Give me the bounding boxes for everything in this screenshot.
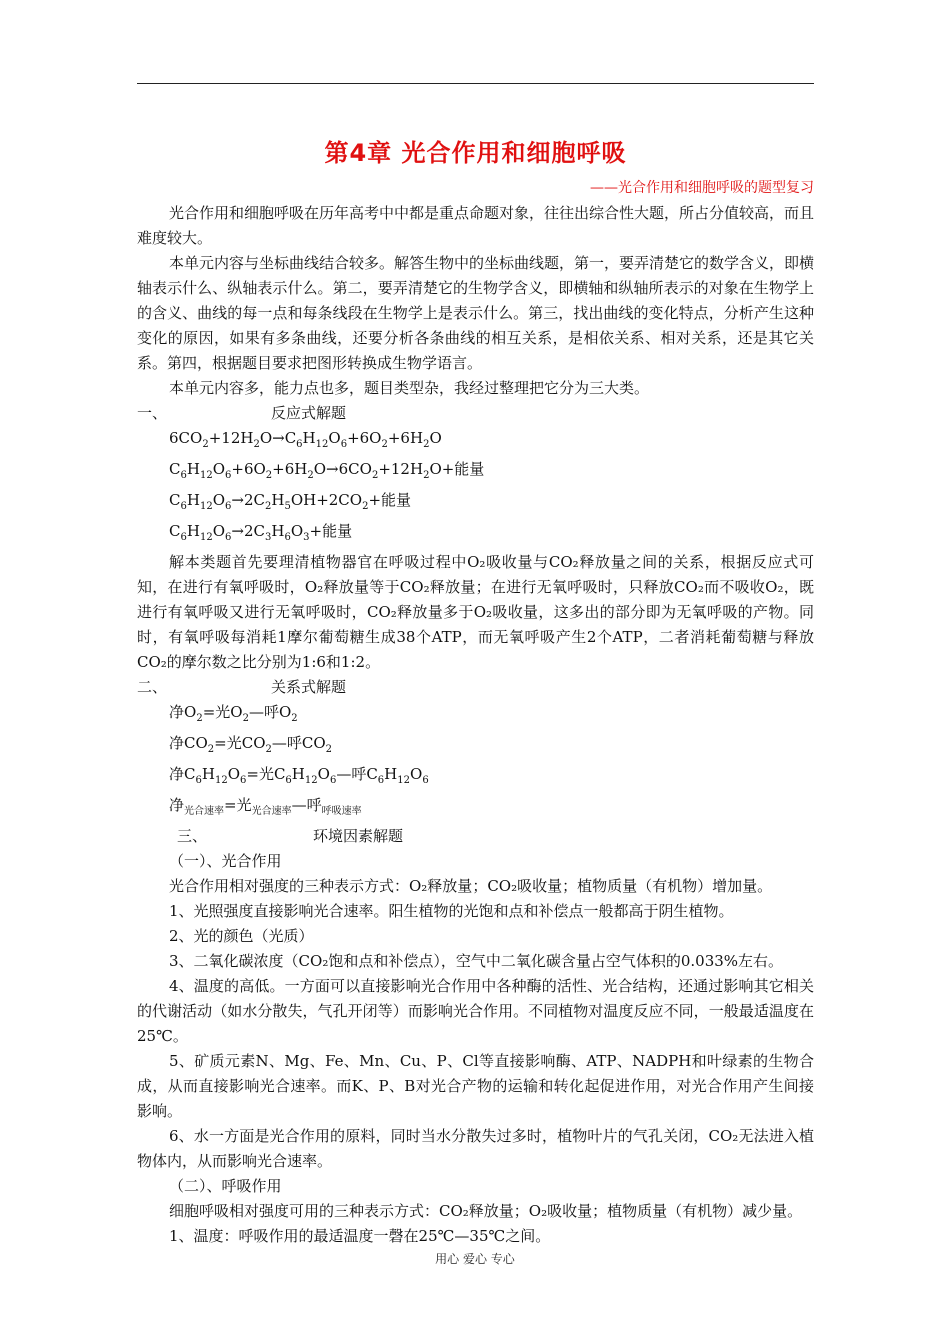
section-title: 环境因素解题	[313, 827, 404, 845]
relation-3	[137, 762, 814, 793]
respiration-measures: 细胞呼吸相对强度可用的三种表示方式：CO₂释放量；O₂吸收量；植物质量（有机物）减少量。	[169, 1202, 803, 1220]
formula-text: =光CO	[214, 734, 266, 752]
formula-text: →2C	[231, 491, 265, 509]
formula-text: O	[212, 491, 225, 509]
formula-subscript: 6	[195, 775, 202, 786]
formula-text: O	[328, 429, 341, 447]
formula-text: O→C	[259, 429, 297, 447]
formula-subscript: 2	[264, 501, 272, 512]
formula-text: +12H	[208, 429, 254, 447]
formula-text: —呼C	[336, 765, 378, 783]
formula-subscript: 3	[264, 532, 272, 543]
section-title: 反应式解题	[271, 404, 347, 422]
formula-text: O	[212, 460, 225, 478]
formula-subscript: 12	[304, 775, 318, 786]
formula-subscript: 6	[377, 775, 385, 786]
formula-text: +6H	[387, 429, 424, 447]
formula-text: H	[291, 765, 305, 783]
equation-1	[137, 426, 814, 457]
formula-subscript: 6	[422, 775, 429, 786]
formula-subscript: 6	[296, 439, 303, 450]
formula-text: +能量	[368, 491, 412, 509]
equation-2	[137, 457, 814, 488]
formula-subscript: 6	[225, 532, 232, 543]
formula-text: H	[186, 522, 200, 540]
formula-subscript: 2	[423, 470, 430, 481]
formula-subscript: 2	[371, 470, 379, 481]
formula-subscript: 12	[199, 501, 213, 512]
formula-text: +能量	[309, 522, 353, 540]
formula-text: O	[227, 765, 240, 783]
formula-subscript: 光合速率	[251, 806, 292, 817]
factor-3: 3、二氧化碳浓度（CO₂饱和点和补偿点），空气中二氧化碳含量占空气体积的0.033%左右。	[169, 952, 784, 970]
section-number: 一、	[137, 404, 168, 422]
subsection-heading-photosynthesis: （一）、光合作用	[169, 852, 282, 870]
respiration-factor-1: 1、温度：呼吸作用的最适温度一磬在25℃—35℃之间。	[169, 1227, 551, 1245]
document-body	[137, 201, 814, 1249]
formula-text: 净O	[169, 703, 197, 721]
section-heading-3	[137, 824, 814, 849]
formula-subscript: 2	[265, 470, 273, 481]
formula-subscript: 6	[225, 501, 232, 512]
formula-text: C	[169, 460, 181, 478]
formula-subscript: 2	[202, 439, 209, 450]
page-footer: 用心 爱心 专心	[435, 1252, 515, 1266]
formula-subscript: 呼吸速率	[321, 806, 362, 817]
formula-text: O→6CO	[313, 460, 372, 478]
section-number: 二、	[137, 678, 168, 696]
formula-text: +6H	[272, 460, 308, 478]
chapter-subtitle: ——光合作用和细胞呼吸的题型复习	[590, 180, 814, 196]
section-heading-1	[137, 401, 814, 426]
formula-text: O	[290, 522, 304, 540]
formula-subscript: 2	[325, 744, 333, 755]
photosynthesis-measures: 光合作用相对强度的三种表示方式：O₂释放量；CO₂吸收量；植物质量（有机物）增加量。	[169, 877, 773, 895]
intro-paragraph-1: 光合作用和细胞呼吸在历年高考中中都是重点命题对象，往往出综合性大题，所占分值较高，而且难度较大。	[137, 204, 815, 247]
formula-text: H	[186, 460, 200, 478]
formula-subscript: 2	[207, 744, 215, 755]
formula-text: H	[271, 522, 285, 540]
formula-text: H	[201, 765, 215, 783]
formula-subscript: 3	[303, 532, 310, 543]
formula-subscript: 6	[329, 775, 337, 786]
formula-text: +6O	[347, 429, 382, 447]
formula-subscript: 6	[180, 532, 187, 543]
formula-text: 净C	[169, 765, 196, 783]
formula-subscript: 2	[423, 439, 430, 450]
formula-subscript: 6	[284, 532, 291, 543]
chapter-title: 第4章 光合作用和细胞呼吸	[324, 139, 627, 167]
intro-paragraph-3: 本单元内容多，能力点也多，题目类型杂，我经过整理把它分为三大类。	[169, 379, 650, 397]
relation-4	[137, 793, 814, 824]
formula-subscript: 2	[196, 713, 203, 724]
formula-subscript: 6	[340, 439, 348, 450]
formula-subscript: 2	[265, 744, 272, 755]
formula-text: —呼CO	[271, 734, 326, 752]
relation-2	[137, 731, 814, 762]
formula-subscript: 光合速率	[184, 806, 225, 817]
formula-text: +12H	[378, 460, 424, 478]
section-number: 三、	[177, 827, 208, 845]
factor-5: 5、矿质元素N、Mg、Fe、Mn、Cu、P、Cl等直接影响酶、ATP、NADPH和叶绿素的生物合成，从而直接影响光合速率。而K、P、B对光合产物的运输和转化起促进作用，对光合作用产生间接影响。	[137, 1052, 814, 1120]
header-rule	[137, 83, 814, 84]
formula-subscript: 5	[284, 501, 291, 512]
formula-text: O	[410, 765, 423, 783]
factor-2: 2、光的颜色（光质）	[169, 927, 314, 945]
formula-subscript: 6	[180, 470, 187, 481]
section-title: 关系式解题	[271, 678, 347, 696]
equation-3	[137, 488, 814, 519]
section-heading-2	[137, 675, 814, 700]
formula-text: O	[429, 429, 442, 447]
formula-subscript: 2	[253, 439, 260, 450]
subsection-heading-respiration: （二）、呼吸作用	[169, 1177, 282, 1195]
formula-subscript: 12	[397, 775, 410, 786]
formula-text: OH+2CO	[290, 491, 363, 509]
formula-subscript: 2	[381, 439, 388, 450]
formula-subscript: 6	[285, 775, 292, 786]
formula-subscript: 6	[180, 501, 187, 512]
formula-subscript: 12	[214, 775, 228, 786]
section-1-paragraph: 解本类题首先要理清植物器官在呼吸过程中O₂吸收量与CO₂释放量之间的关系，根据反应式可知，在进行有氧呼吸时，O₂释放量等于CO₂释放量；在进行无氧呼吸时，只释放CO₂而不吸收O₂，既进行有氧呼吸又进行无氧呼吸时，CO₂释放量多于O₂吸收量，这多出的部分即为无氧呼吸的产物。同时，有氧呼吸每消耗1摩尔葡萄糖生成38个ATP，而无氧呼吸产生2个ATP，二者消耗葡萄糖与释放CO₂的摩尔数之比分别为1:6和1:2。	[137, 553, 814, 671]
intro-paragraph-2: 本单元内容与坐标曲线结合较多。解答生物中的坐标曲线题，第一，要弄清楚它的数学含义，即横轴表示什么、纵轴表示什么。第二，要弄清楚它的生物学含义，即横轴和纵轴所表示的对象在生物学上的含义、曲线的每一点和每条线段在生物学上是表示什么。第三，找出曲线的变化特点，分析产生这种变化的原因，如果有多条曲线，还要分析各条曲线的相互关系，是相依关系、相对关系，还是其它关系。第四，根据题目要求把图形转换成生物学语言。	[137, 254, 815, 372]
formula-subscript: 12	[199, 532, 213, 543]
formula-subscript: 6	[225, 470, 232, 481]
formula-subscript: 12	[199, 470, 213, 481]
formula-text: →2C	[231, 522, 265, 540]
formula-text: O+能量	[429, 460, 485, 478]
formula-text: C	[169, 522, 181, 540]
formula-text: 6CO	[169, 429, 203, 447]
formula-text: —呼O	[248, 703, 292, 721]
formula-text: —呼	[291, 796, 322, 814]
formula-text: 净	[169, 796, 185, 814]
formula-subscript: 2	[362, 501, 369, 512]
formula-text: H	[271, 491, 285, 509]
formula-text: H	[302, 429, 316, 447]
formula-text: =光	[224, 796, 252, 814]
factor-4: 4、温度的高低。一方面可以直接影响光合作用中各种酶的活性、光合结构，还通过影响其它相关的代谢活动（如水分散失，气孔开闭等）而影响光合作用。不同植物对温度反应不同，一般最适温度在25℃。	[137, 977, 814, 1045]
formula-text: O	[317, 765, 330, 783]
formula-text: +6O	[231, 460, 266, 478]
formula-text: =光O	[202, 703, 243, 721]
formula-subscript: 6	[240, 775, 247, 786]
formula-text: O	[212, 522, 225, 540]
formula-text: C	[169, 491, 181, 509]
formula-text: =光C	[246, 765, 286, 783]
formula-text: 净CO	[169, 734, 208, 752]
factor-1: 1、光照强度直接影响光合速率。阳生植物的光饱和点和补偿点一般都高于阴生植物。	[169, 902, 734, 920]
formula-text: H	[384, 765, 398, 783]
formula-subscript: 12	[315, 439, 329, 450]
relation-1	[137, 700, 814, 731]
formula-subscript: 2	[307, 470, 314, 481]
formula-subscript: 2	[242, 713, 249, 724]
equation-4	[137, 519, 814, 550]
formula-subscript: 2	[291, 713, 298, 724]
factor-6: 6、水一方面是光合作用的原料，同时当水分散失过多时，植物叶片的气孔关闭，CO₂无法进入植物体内，从而影响光合速率。	[137, 1127, 814, 1170]
formula-text: H	[186, 491, 200, 509]
